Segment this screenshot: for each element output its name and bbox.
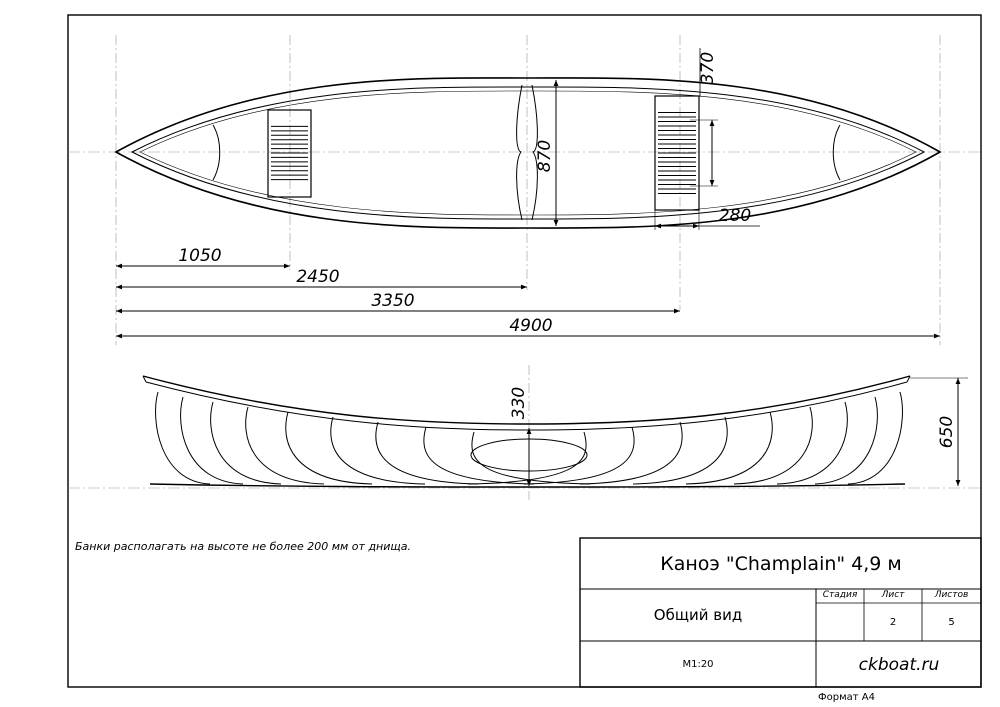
station-curve	[424, 427, 534, 484]
station-curve	[246, 407, 324, 484]
profile-bottom	[150, 484, 905, 487]
station-curve	[777, 402, 847, 484]
dim-650-label: 650	[937, 415, 957, 449]
plan-hull-inner	[132, 87, 924, 219]
scale-label: M1:20	[682, 659, 714, 670]
site-label: ckboat.ru	[858, 654, 940, 675]
stern-deck-arc	[833, 125, 840, 180]
dim-330-label: 330	[509, 386, 529, 420]
dim-2450-label: 2450	[296, 267, 340, 287]
station-curve	[181, 397, 243, 484]
dim-370-label: 370	[698, 51, 718, 85]
dim-4900-label: 4900	[509, 316, 553, 336]
view-name: Общий вид	[653, 606, 743, 624]
station-curve	[633, 417, 727, 484]
station-curve	[156, 392, 210, 484]
plan-view	[68, 35, 981, 345]
sheets-total: 5	[948, 617, 955, 628]
bow-seat	[268, 110, 311, 197]
station-curve	[468, 432, 586, 484]
dim-3350-label: 3350	[371, 291, 415, 311]
station-curve	[815, 397, 877, 484]
station-curve	[524, 427, 634, 484]
sheets-label: Листов	[934, 590, 969, 600]
dim-870-label: 870	[535, 139, 555, 173]
station-curve	[286, 412, 372, 484]
drawing-title: Каноэ "Champlain" 4,9 м	[660, 553, 902, 575]
stern-seat	[655, 96, 699, 210]
station-curve	[734, 407, 812, 484]
format-label: Формат А4	[818, 692, 875, 703]
seat-height-note: Банки располагать на высоте не более 200 мм от днища.	[75, 540, 411, 553]
station-curve	[848, 392, 902, 484]
plan-hull-outer	[116, 78, 940, 228]
station-curve	[211, 402, 281, 484]
dim-1050-label: 1050	[178, 246, 222, 266]
dim-280-label: 280	[718, 206, 752, 226]
center-yoke-left	[517, 85, 522, 220]
station-curve	[472, 432, 590, 484]
station-curve	[331, 417, 425, 484]
station-curve	[686, 412, 772, 484]
sheet-number: 2	[889, 617, 897, 628]
sheet-label: Лист	[881, 590, 905, 600]
profile-view	[68, 365, 981, 500]
bow-deck-arc	[213, 125, 220, 180]
stage-label: Стадия	[822, 590, 858, 600]
